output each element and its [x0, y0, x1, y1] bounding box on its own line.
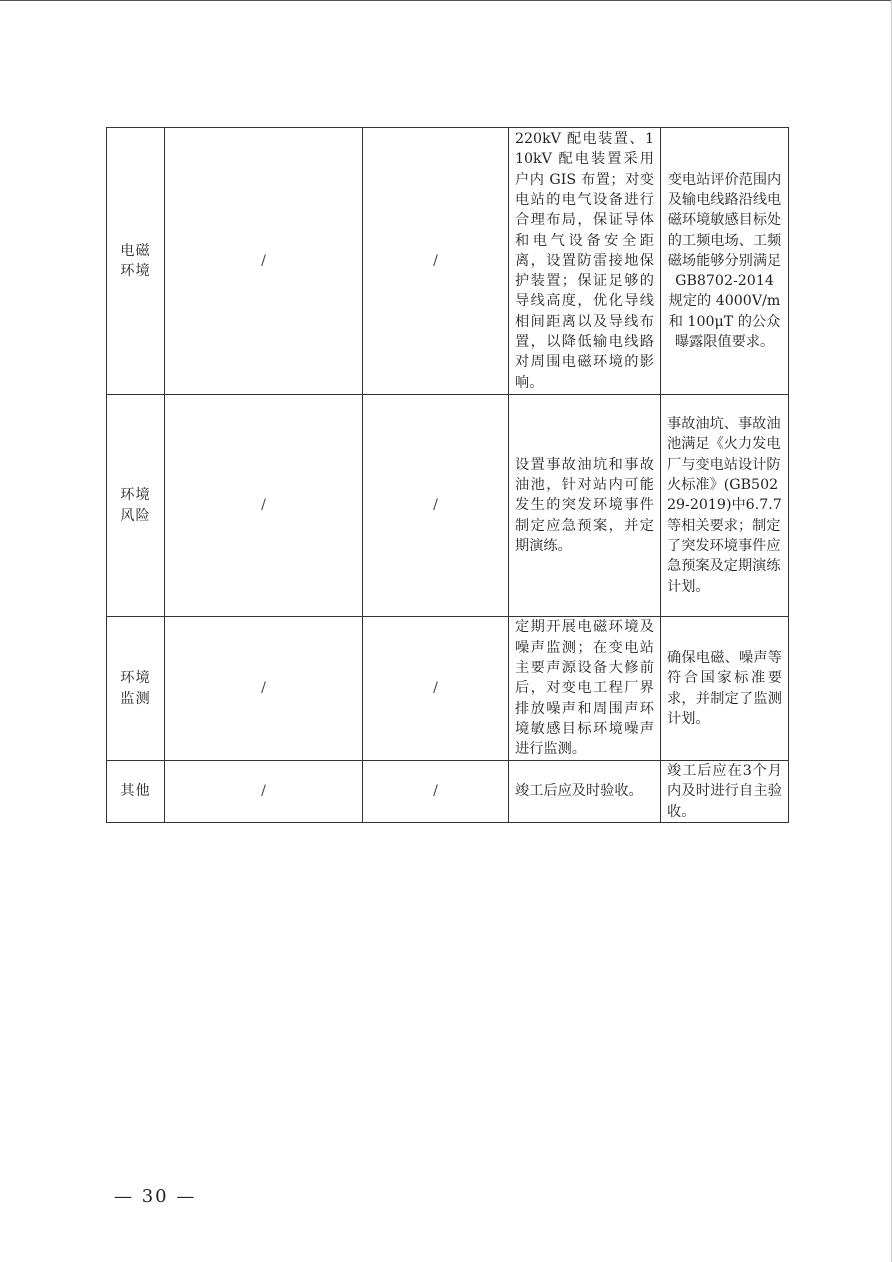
empty-cell: /: [363, 395, 509, 617]
result-cell: 事故油坑、事故油池满足《火力发电厂与变电站设计防火标准》(GB50229-2019)中6.7.7等相关要求；制定了突发环境事件应急预案及定期演练计划。: [661, 395, 789, 617]
empty-cell: /: [165, 128, 363, 395]
table-row: [107, 128, 789, 395]
table-row: [107, 395, 789, 617]
result-cell: 确保电磁、噪声等符合国家标准要求，并制定了监测计划。: [661, 617, 789, 761]
environmental-measures-table: [106, 127, 789, 823]
table-row: [107, 761, 789, 823]
measure-cell: 竣工后应及时验收。: [509, 761, 661, 823]
measure-cell: 定期开展电磁环境及噪声监测；在变电站主要声源设备大修前后，对变电工程厂界排放噪声和周围声环境敏感目标环境噪声进行监测。: [509, 617, 661, 761]
measure-cell: 设置事故油坑和事故油池，针对站内可能发生的突发环境事件制定应急预案，并定期演练。: [509, 395, 661, 617]
page-top-border: [0, 0, 892, 1]
category-cell: 其他: [107, 761, 165, 823]
empty-cell: /: [363, 617, 509, 761]
empty-cell: /: [165, 761, 363, 823]
measure-cell: 220kV 配电装置、110kV 配电装置采用户内 GIS 布置；对变电站的电气设备进行合理布局，保证导体和电气设备安全距离，设置防雷接地保护装置；保证足够的导线高度，优化导线相间距离以及导线布置，以降低输电线路对周围电磁环境的影响。: [509, 128, 661, 395]
result-cell: 竣工后应在3个月内及时进行自主验收。: [661, 761, 789, 823]
empty-cell: /: [165, 617, 363, 761]
category-cell: 环境 监测: [107, 617, 165, 761]
page-number: — 30 —: [114, 1186, 197, 1207]
empty-cell: /: [165, 395, 363, 617]
result-cell: 变电站评价范围内及输电线路沿线电磁环境敏感目标处的工频电场、工频磁场能够分别满足 GB8702-2014 规定的 4000V/m 和 100μT 的公众曝露限值要求。: [661, 128, 789, 395]
table-row: [107, 617, 789, 761]
empty-cell: /: [363, 761, 509, 823]
category-cell: 环境 风险: [107, 395, 165, 617]
category-cell: 电磁 环境: [107, 128, 165, 395]
empty-cell: /: [363, 128, 509, 395]
